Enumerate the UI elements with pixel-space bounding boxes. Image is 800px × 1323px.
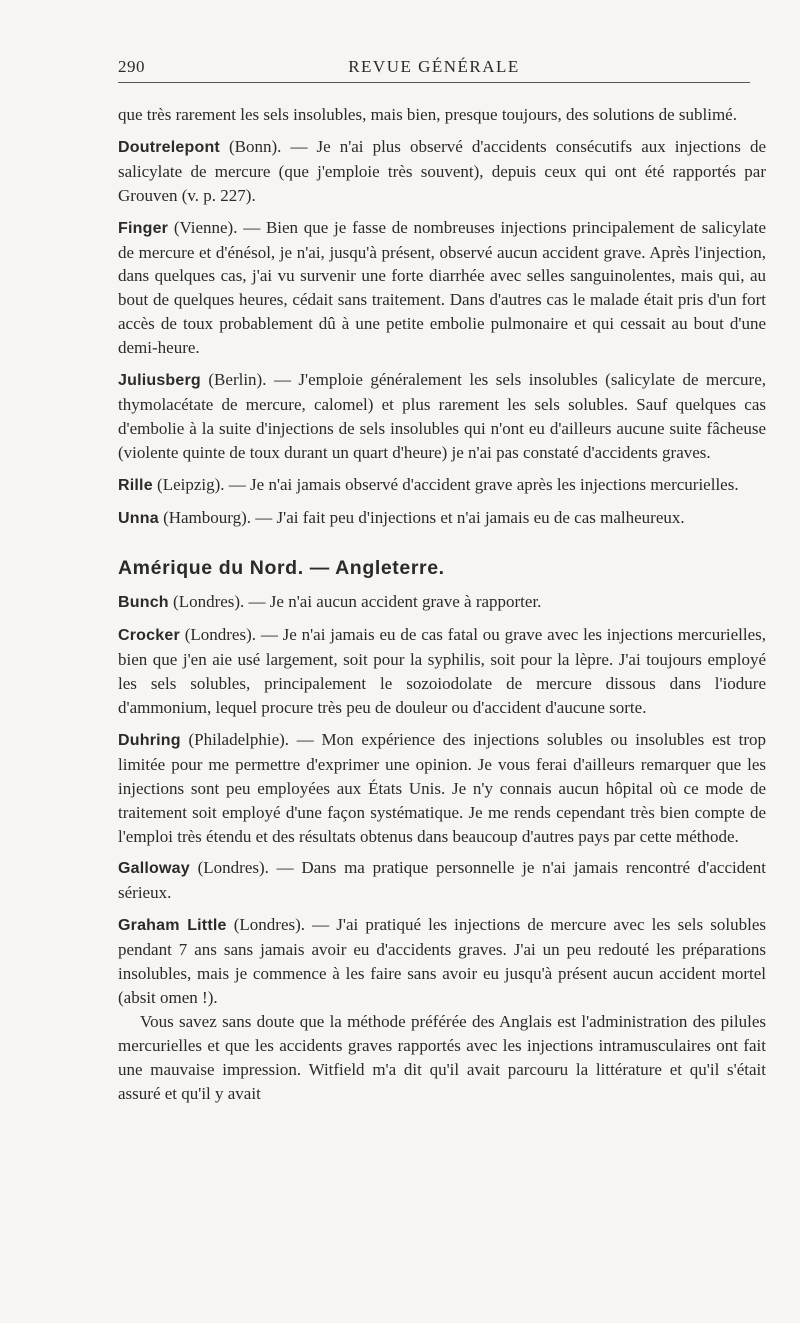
paragraph-duhring	[118, 728, 766, 849]
page-header	[118, 52, 750, 83]
paragraph-unna	[118, 506, 766, 531]
body-text	[118, 103, 766, 1106]
author-name: Rille	[118, 476, 153, 494]
author-name: Bunch	[118, 594, 169, 612]
paragraph-crocker	[118, 623, 766, 720]
paragraph-rille	[118, 473, 766, 498]
paragraph-doutrelepont	[118, 135, 766, 208]
paragraph-graham-little	[118, 913, 766, 1010]
running-title: REVUE GÉNÉRALE	[348, 57, 520, 76]
paragraph-text: que très rarement les sels insolubles, mais bien, presque toujours, des solutions de sublimé.	[118, 105, 737, 124]
paragraph-continuation	[118, 1010, 766, 1106]
paragraph-text: (Philadelphie). — Mon expérience des injections solubles ou insolubles est trop limitée pour me permettre d'exprimer une opinion. Je vous ferai d'ailleurs remarquer que les injections sont peu employées aux États Unis. Je n'y connais aucun hôpital où ce mode de traitement soit employé d'une façon systématique. Je me rends cependant très bien compte de l'emploi très étendu et des résultats obtenus dans beaucoup d'autres pays par cette méthode.	[118, 729, 766, 846]
paragraph-text: (Londres). — J'ai pratiqué les injections de mercure avec les sels solubles pendant 7 ans sans jamais avoir eu d'accidents graves. J'ai un peu redouté les préparations insolubles, mais je commence à les faire sans avoir eu jusqu'à présent aucun accident mortel (absit omen !).	[118, 915, 766, 1007]
paragraph-text: (Londres). — Je n'ai jamais eu de cas fatal ou grave avec les injections mercurielles, bien que j'en aie usé largement, soit pour la syphilis, soit pour la lèpre. J'ai toujours employé les sels solubles, principalement le sozoiodolate de mercure dissous dans l'iodure d'ammonium, lequel procure très peu de douleur ou d'accident d'aucune sorte.	[118, 625, 766, 718]
author-name: Graham Little	[118, 917, 227, 935]
paragraph-galloway	[118, 856, 766, 905]
paragraph-bunch	[118, 590, 766, 615]
paragraph-juliusberg	[118, 368, 766, 465]
author-name: Finger	[118, 219, 169, 237]
author-name: Crocker	[118, 627, 180, 645]
section-title: Amérique du Nord. — Angleterre.	[118, 556, 445, 579]
paragraph-text: (Leipzig). — Je n'ai jamais observé d'accident grave après les injections mercurielles.	[152, 474, 739, 494]
paragraph-finger	[118, 216, 766, 360]
paragraph	[118, 103, 766, 127]
paragraph-text: (Bonn). — Je n'ai plus observé d'accidents consécutifs aux injections de salicylate de mercure (que j'emploie très souvent), depuis ceux qui ont été rapportés par Grouven (v. p. 227).	[118, 136, 766, 205]
author-name: Doutrelepont	[118, 138, 220, 156]
page-number: 290	[118, 57, 145, 76]
author-name: Galloway	[118, 860, 190, 878]
paragraph-text: (Londres). — Je n'ai aucun accident grave à rapporter.	[168, 592, 542, 612]
paragraph-text: Vous savez sans doute que la méthode préférée des Anglais est l'administration des pilules mercurielles et que les accidents graves rapportés avec les injections intramusculaires ont fait une mauvaise impression. Witfield m'a dit qu'il avait parcouru la littérature et qu'il s'était assuré et qu'il y avait	[118, 1011, 766, 1103]
paragraph-text: (Hambourg). — J'ai fait peu d'injections et n'ai jamais eu de cas malheureux.	[158, 507, 685, 527]
author-name: Unna	[118, 509, 159, 527]
paragraph-text: (Berlin). — J'emploie généralement les sels insolubles (salicylate de mercure, thymolacétate de mercure, calomel) et plus rarement les sels solubles. Sauf quelques cas d'embolie à la suite d'injections de sels insolubles qui n'ont eu d'ailleurs aucune suite fâcheuse (violente quinte de toux durant un quart d'heure) je n'ai pas constaté d'accidents graves.	[118, 370, 766, 462]
paragraph-text: (Londres). — Dans ma pratique personnelle je n'ai jamais rencontré d'accident sérieux.	[118, 858, 766, 903]
author-name: Juliusberg	[118, 372, 201, 390]
paragraph-text: (Vienne). — Bien que je fasse de nombreuses injections principalement de salicylate de mercure et d'énésol, je n'ai, jusqu'à présent, observé aucun accident grave. Après l'injection, dans quelques cas, j'ai vu survenir une forte diarrhée avec selles sanguinolentes, mais qui, au bout de quelques heures, cédait sans traitement. Dans d'autres cas le malade était pris d'un fort accès de toux probablement dû à une petite embolie pulmonaire et qui cessait au bout d'une demi-heure.	[118, 217, 766, 358]
author-name: Duhring	[118, 731, 181, 749]
